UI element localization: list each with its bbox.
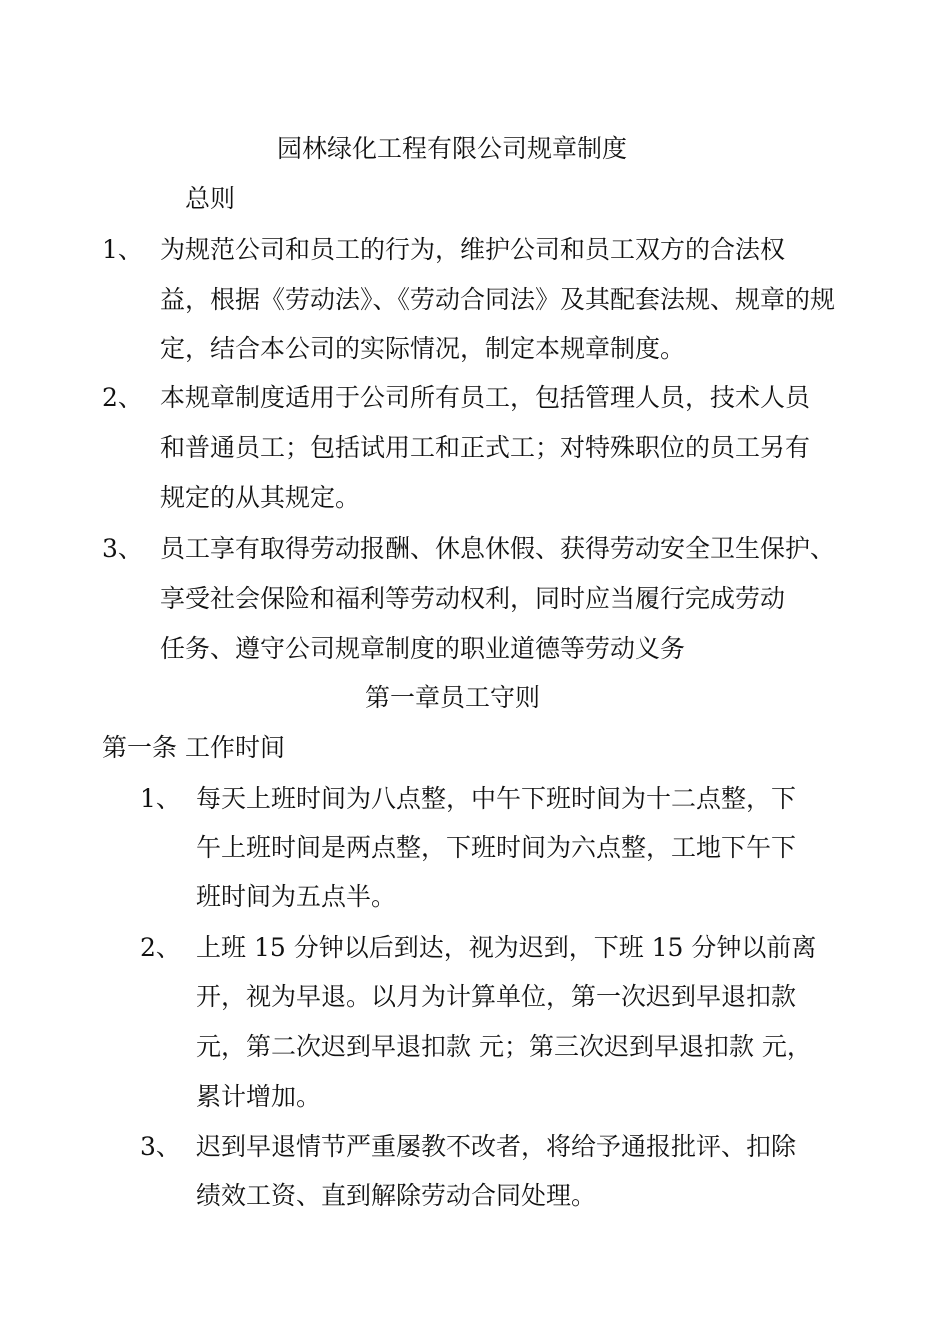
item-number: 1、 [102,235,143,264]
article-1-heading: 第一条 工作时间 [102,733,285,762]
item-line: 迟到早退情节严重屡教不改者，将给予通报批评、扣除 [196,1132,797,1161]
general-heading: 总则 [185,184,236,213]
item-line: 定，结合本公司的实际情况，制定本规章制度。 [160,334,686,363]
item-number: 2、 [140,933,181,962]
item-line: 员工享有取得劳动报酬、休息休假、获得劳动安全卫生保护、 [160,534,836,563]
item-line: 元，第二次迟到早退扣款 元；第三次迟到早退扣款 元， [196,1032,812,1061]
item-line: 任务、遵守公司规章制度的职业道德等劳动义务 [160,634,686,663]
item-line: 午上班时间是两点整，下班时间为六点整，工地下午下 [196,833,797,862]
item-line: 规定的从其规定。 [160,483,361,512]
item-number: 2、 [102,383,143,412]
document-title: 园林绿化工程有限公司规章制度 [277,134,628,163]
item-line: 益，根据《劳动法》、《劳动合同法》及其配套法规、规章的规 [160,285,836,314]
item-line: 累计增加。 [196,1082,322,1111]
item-line: 绩效工资、直到解除劳动合同处理。 [196,1181,597,1210]
item-number: 3、 [140,1132,181,1161]
item-line: 每天上班时间为八点整，中午下班时间为十二点整，下 [196,784,797,813]
item-number: 3、 [102,534,143,563]
item-line: 享受社会保险和福利等劳动权利，同时应当履行完成劳动 [160,584,786,613]
item-line: 为规范公司和员工的行为，维护公司和员工双方的合法权 [160,235,786,264]
item-line: 班时间为五点半。 [196,882,397,911]
item-line: 本规章制度适用于公司所有员工，包括管理人员，技术人员 [160,383,811,412]
item-line: 开，视为早退。以月为计算单位，第一次迟到早退扣款 [196,982,797,1011]
item-line: 上班 15 分钟以后到达，视为迟到，下班 15 分钟以前离 [196,933,817,962]
item-line: 和普通员工；包括试用工和正式工；对特殊职位的员工另有 [160,433,811,462]
item-number: 1、 [140,784,181,813]
chapter-1-heading: 第一章员工守则 [365,683,541,712]
